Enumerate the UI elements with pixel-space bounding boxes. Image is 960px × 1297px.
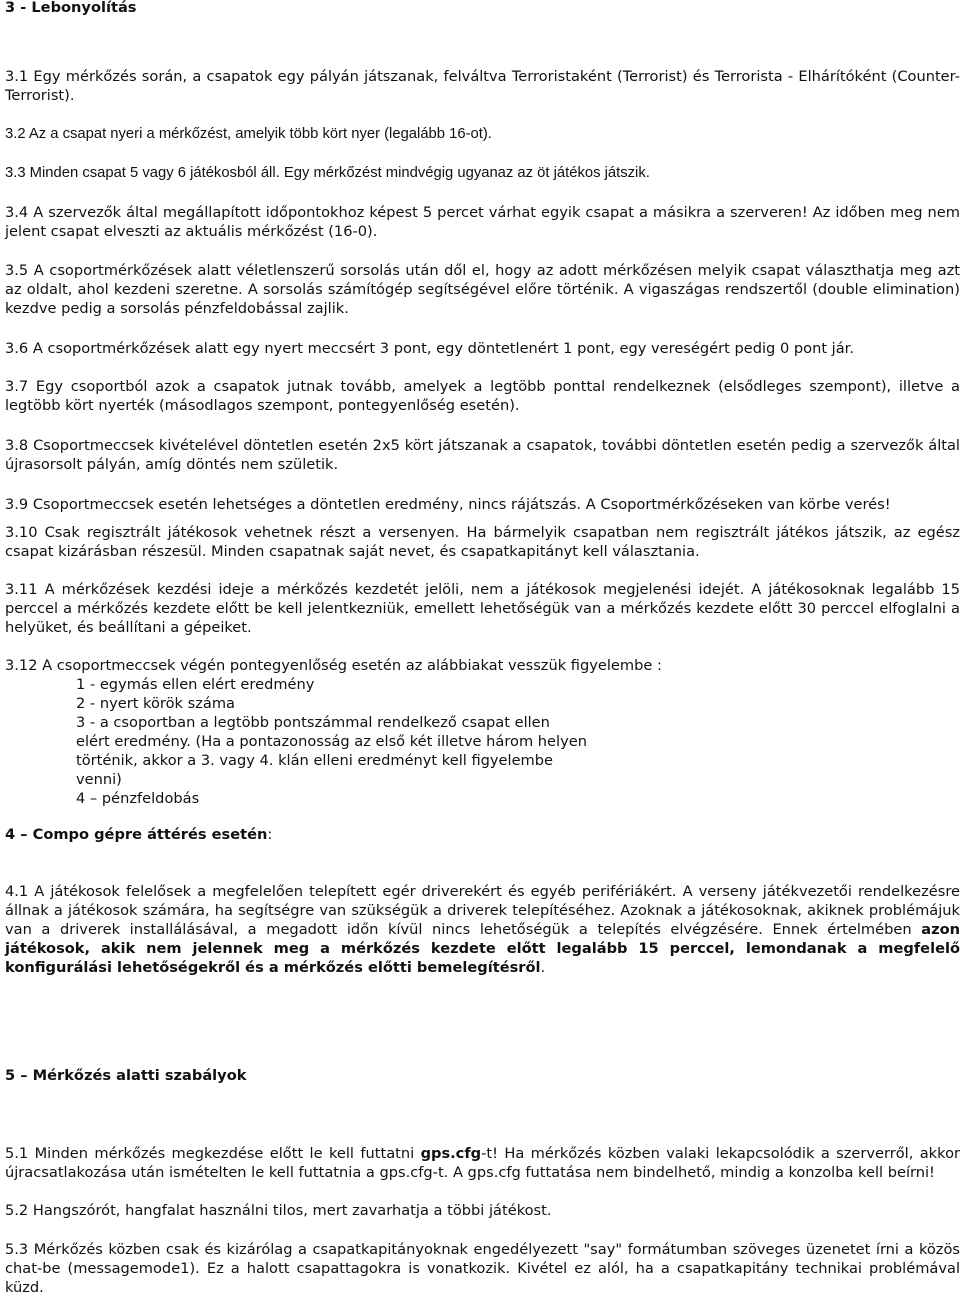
rule-3-6: 3.6 A csoportmérkőzések alatt egy nyert meccsért 3 pont, egy döntetlenért 1 pont, egy vereségért pedig 0 pont jár.: [5, 340, 854, 357]
rule-3-4: 3.4 A szervezők által megállapított időpontokhoz képest 5 percet várhat egyik csapat a másikra a szerveren! Az időben meg nem jelent csapat elveszti az aktuális mérkőzést (16-0).: [5, 204, 960, 240]
rule-5-1-rest: -t! Ha mérkőzés közben valaki lekapcsolódik a szerverről, akkor újracsatlakozása után ismételten le kell futtatnia a gps.cfg-t. A gps.cfg futtatása nem bindelhető, mindig a konzolba kell beírni!: [5, 1145, 960, 1181]
rule-3-3: 3.3 Minden csapat 5 vagy 6 játékosból áll. Egy mérkőzést mindvégig ugyanaz az öt játékos játszik.: [5, 165, 650, 181]
section-5-heading: 5 – Mérkőzés alatti szabályok: [5, 1067, 247, 1084]
list-item: elért eredmény. (Ha a pontazonosság az első két illetve három helyen: [76, 733, 587, 750]
rule-3-5: 3.5 A csoportmérkőzések alatt véletlenszerű sorsolás után dől el, hogy az adott mérkőzésen melyik csapat választhatja meg azt az oldalt, ahol kezdeni szeretne. A sorsolás számítógép segítségével előre történik. A vigaszágas rendszertől (double elimination) kezdve pedig a sorsolás pénzfeldobással zajlik.: [5, 262, 960, 317]
list-item: 1 - egymás ellen elért eredmény: [76, 676, 315, 693]
rule-3-12: 3.12 A csoportmeccsek végén pontegyenlőség esetén az alábbiakat vesszük figyelembe :: [5, 657, 662, 674]
section-4-heading-suffix: :: [267, 826, 273, 843]
rule-4-1: [5, 882, 960, 977]
section-3-heading: 3 - Lebonyolítás: [5, 0, 137, 16]
rule-4-1-text: 4.1 A játékosok felelősek a megfelelően telepített egér driverekért és egyéb perifériákért. A verseny játékvezetői rendelkezésre állnak a játékosok számára, ha segítségre van szükségük a driverek telepítéséhez. Azoknak a játékosoknak, akiknek problémájuk van a driverek installálásával, a megadott időn kívül nincs lehetőségük a telepítés elvégzésére. Ennek értelmében: [5, 883, 960, 938]
rule-3-10: 3.10 Csak regisztrált játékosok vehetnek részt a versenyen. Ha bármelyik csapatban nem regisztrált játékos játszik, az egész csapat kizárásban részesül. Minden csapatnak saját nevet, és csapatkapitányt kell választania.: [5, 524, 960, 560]
rule-3-8: 3.8 Csoportmeccsek kivételével döntetlen esetén 2x5 kört játszanak a csapatok, további döntetlen esetén pedig a szervezők által újrasorsolt pályán, amíg döntés nem születik.: [5, 437, 960, 473]
rule-5-2: 5.2 Hangszórót, hangfalat használni tilos, mert zavarhatja a többi játékost.: [5, 1202, 552, 1219]
section-4-heading: [5, 825, 960, 844]
list-item: 4 – pénzfeldobás: [76, 790, 200, 807]
rule-3-2: 3.2 Az a csapat nyeri a mérkőzést, amelyik több kört nyer (legalább 16-ot).: [5, 126, 492, 142]
list-item: történik, akkor a 3. vagy 4. klán elleni eredményt kell figyelembe: [76, 752, 554, 769]
rule-3-9: 3.9 Csoportmeccsek esetén lehetséges a döntetlen eredmény, nincs rájátszás. A Csoportmérkőzéseken van körbe verés!: [5, 496, 891, 513]
rule-5-3: 5.3 Mérkőzés közben csak és kizárólag a csapatkapitányoknak engedélyezett "say" formátumban szöveges üzenetet írni a közös chat-be (messagemode1). Ez a halott csapattagokra is vonatkozik. Kivétel ez alól, ha a csapatkapitány technikai problémával küzd.: [5, 1241, 960, 1296]
rule-3-11: 3.11 A mérkőzések kezdési ideje a mérkőzés kezdetét jelöli, nem a játékosok megjelenési idejét. A játékosoknak legalább 15 perccel a mérkőzés kezdete előtt be kell jelentkezniük, emellett lehetőségük van a mérkőzés kezdete előtt 30 perccel elfoglalni a helyüket, és beállítani a gépeiket.: [5, 581, 960, 636]
list-item: 3 - a csoportban a legtöbb pontszámmal rendelkező csapat ellen: [76, 714, 550, 731]
rule-5-1: [5, 1144, 960, 1182]
rule-5-1-text: 5.1 Minden mérkőzés megkezdése előtt le kell futtatni: [5, 1145, 421, 1162]
rule-5-1-bold: gps.cfg: [420, 1145, 482, 1162]
list-item: venni): [76, 771, 122, 788]
rule-3-7: 3.7 Egy csoportból azok a csapatok jutnak tovább, amelyek a legtöbb ponttal rendelkeznek (elsődleges szempont), illetve a legtöbb kört nyerték (másodlagos szempont, pontegyenlőség esetén).: [5, 378, 960, 414]
section-4-heading-text: 4 – Compo gépre áttérés esetén: [5, 826, 268, 843]
rule-3-1: 3.1 Egy mérkőzés során, a csapatok egy pályán játszanak, felváltva Terroristaként (Terrorist) és Terrorista - Elhárítóként (Counter-Terrorist).: [5, 68, 960, 104]
tiebreak-list: [76, 675, 616, 808]
rule-4-1-end: .: [540, 959, 546, 976]
list-item: 2 - nyert körök száma: [76, 695, 235, 712]
rule-4-1-bold: azon játékosok, akik nem jelennek meg a mérkőzés kezdete előtt legalább 15 perccel, lemondanak a megfelelő konfigurálási lehetőségekről és a mérkőzés előtti bemelegítésről: [5, 921, 960, 976]
